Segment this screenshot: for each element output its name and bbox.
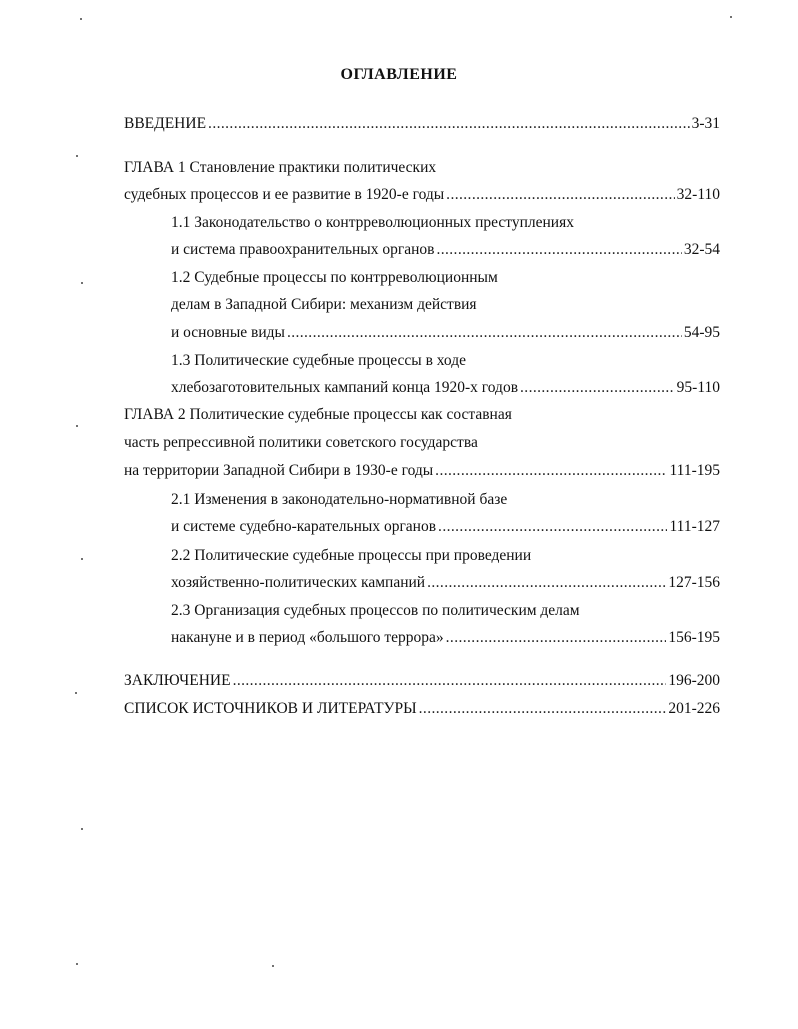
toc-entry-intro (124, 114, 720, 134)
scan-speck (81, 282, 83, 284)
toc-label: и основные виды (171, 324, 285, 341)
toc-label: на территории Западной Сибири в 1930-е годы (124, 462, 434, 479)
toc-entry-section-2-2 (171, 573, 720, 593)
toc-pages: 3-31 (691, 115, 720, 132)
page-title: ОГЛАВЛЕНИЕ (340, 66, 458, 83)
dot-leader (233, 671, 667, 691)
toc-entry-chapter1 (124, 185, 720, 205)
toc-entry-section-1-1 (171, 240, 720, 260)
toc-label: накануне и в период «большого террора» (171, 629, 444, 646)
dot-leader (446, 185, 674, 205)
toc-label: хлебозаготовительных кампаний конца 1920-х годов (171, 379, 519, 396)
toc-entry-section-2-3 (171, 628, 720, 648)
toc-entry-section-1-2 (171, 323, 720, 343)
toc-pages: 32-54 (683, 241, 720, 258)
scan-speck (75, 692, 77, 694)
chapter2-heading-line2: часть репрессивной политики советского государства (124, 434, 478, 451)
toc-entry-chapter2 (124, 461, 720, 481)
toc-pages: 32-110 (676, 186, 720, 203)
dot-leader (438, 517, 667, 537)
dot-leader (427, 573, 666, 593)
scan-speck (76, 963, 78, 965)
toc-entry-sources (124, 699, 720, 719)
toc-pages: 196-200 (668, 672, 720, 689)
section-1-1-line1: 1.1 Законодательство о контрреволюционных преступлениях (171, 214, 574, 231)
dot-leader (287, 323, 682, 343)
toc-pages: 95-110 (676, 379, 720, 396)
chapter2-heading-line1: ГЛАВА 2 Политические судебные процессы как составная (124, 406, 512, 423)
scan-speck (76, 155, 78, 157)
dot-leader (436, 240, 681, 260)
toc-pages: 156-195 (668, 629, 720, 646)
toc-entry-section-2-1 (171, 517, 720, 537)
scan-speck (80, 18, 82, 20)
section-1-2-line1: 1.2 Судебные процессы по контрреволюционным (171, 269, 498, 286)
scan-speck (81, 828, 83, 830)
section-2-1-line1: 2.1 Изменения в законодательно-нормативной базе (171, 491, 508, 508)
chapter1-heading-line1: ГЛАВА 1 Становление практики политических (124, 159, 437, 176)
scan-speck (76, 425, 78, 427)
toc-label: ВВЕДЕНИЕ (124, 115, 207, 132)
toc-pages: 111-195 (669, 462, 720, 479)
toc-label: СПИСОК ИСТОЧНИКОВ И ЛИТЕРАТУРЫ (124, 700, 417, 717)
section-1-3-line1: 1.3 Политические судебные процессы в ходе (171, 352, 466, 369)
toc-label: судебных процессов и ее развитие в 1920-е годы (124, 186, 445, 203)
toc-entry-section-1-3 (171, 378, 720, 398)
dot-leader (419, 699, 667, 719)
section-2-2-line1: 2.2 Политические судебные процессы при проведении (171, 547, 532, 564)
scan-speck (272, 965, 274, 967)
scan-speck (81, 558, 83, 560)
dot-leader (208, 114, 690, 134)
toc-pages: 201-226 (668, 700, 720, 717)
dot-leader (520, 378, 675, 398)
dot-leader (446, 628, 667, 648)
scan-speck (730, 16, 732, 18)
toc-pages: 54-95 (683, 324, 720, 341)
section-1-2-line2: делам в Западной Сибири: механизм действия (171, 296, 477, 313)
section-2-3-line1: 2.3 Организация судебных процессов по политическим делам (171, 602, 580, 619)
toc-label: и система правоохранительных органов (171, 241, 435, 258)
dot-leader (435, 461, 667, 481)
toc-label: ЗАКЛЮЧЕНИЕ (124, 672, 231, 689)
toc-label: хозяйственно-политических кампаний (171, 574, 426, 591)
toc-pages: 127-156 (668, 574, 720, 591)
toc-entry-conclusion (124, 671, 720, 691)
toc-pages: 111-127 (669, 518, 720, 535)
toc-label: и системе судебно-карательных органов (171, 518, 437, 535)
